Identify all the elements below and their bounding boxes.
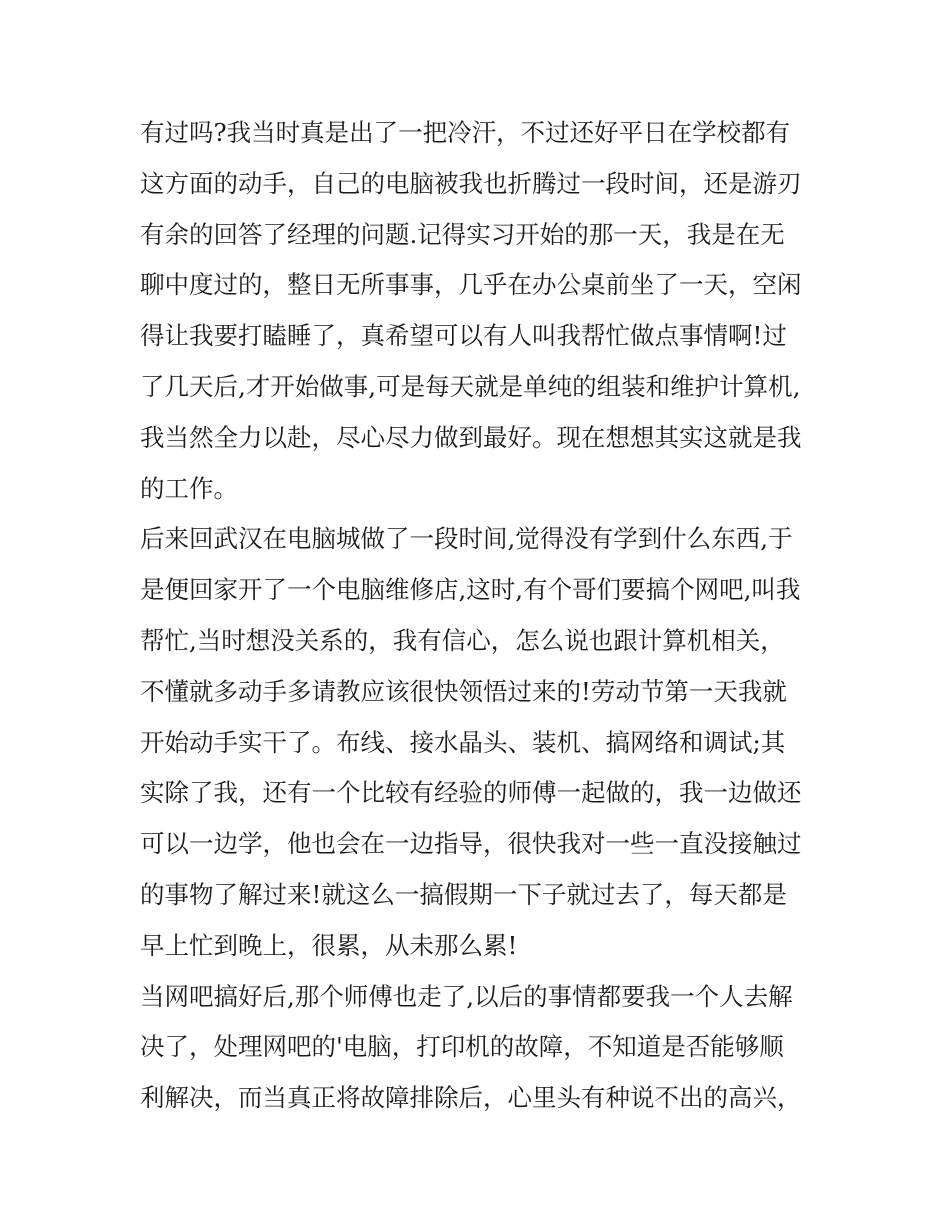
text-line: 早上忙到晚上，很累，从未那么累! [140, 930, 518, 960]
text-line: 有余的回答了经理的问题.记得实习开始的那一天，我是在无 [140, 219, 785, 249]
text-line: 当网吧搞好后,那个师傅也走了,以后的事情都要我一个人去解 [140, 981, 793, 1011]
text-line: 我当然全力以赴，尽心尽力做到最好。现在想想其实这就是我 [140, 422, 802, 452]
text-line: 是便回家开了一个电脑维修店,这时,有个哥们要搞个网吧,叫我 [140, 575, 801, 605]
text-line: 后来回武汉在电脑城做了一段时间,觉得没有学到什么东西,于 [140, 524, 793, 554]
text-line: 了几天后,才开始做事,可是每天就是单纯的组装和维护计算机, [140, 371, 801, 401]
text-line: 可以一边学，他也会在一边指导，很快我对一些一直没接触过 [140, 829, 802, 859]
text-line: 这方面的动手，自己的电脑被我也折腾过一段时间，还是游刃 [140, 168, 802, 198]
text-line: 帮忙,当时想没关系的，我有信心，怎么说也跟计算机相关， [140, 625, 785, 655]
text-line: 利解决，而当真正将故障排除后，心里头有种说不出的高兴， [140, 1083, 802, 1113]
text-line: 的工作。 [140, 473, 238, 503]
text-line: 得让我要打瞌睡了，真希望可以有人叫我帮忙做点事情啊!过 [140, 321, 787, 351]
text-line: 不懂就多动手多请教应该很快领悟过来的!劳动节第一天我就 [140, 676, 787, 706]
text-line: 有过吗?我当时真是出了一把冷汗，不过还好平日在学校都有 [140, 118, 791, 147]
body-text [140, 108, 820, 1124]
text-line: 开始动手实干了。布线、接水晶头、装机、搞网络和调试;其 [140, 727, 786, 757]
text-line: 聊中度过的，整日无所事事，几乎在办公桌前坐了一天，空闲 [140, 270, 802, 300]
text-line: 实除了我，还有一个比较有经验的师傅一起做的，我一边做还 [140, 778, 802, 808]
text-line: 的事物了解过来!就这么一搞假期一下子就过去了，每天都是 [140, 879, 787, 909]
text-line: 决了，处理网吧的'电脑，打印机的故障，不知道是否能够顺 [140, 1032, 784, 1062]
